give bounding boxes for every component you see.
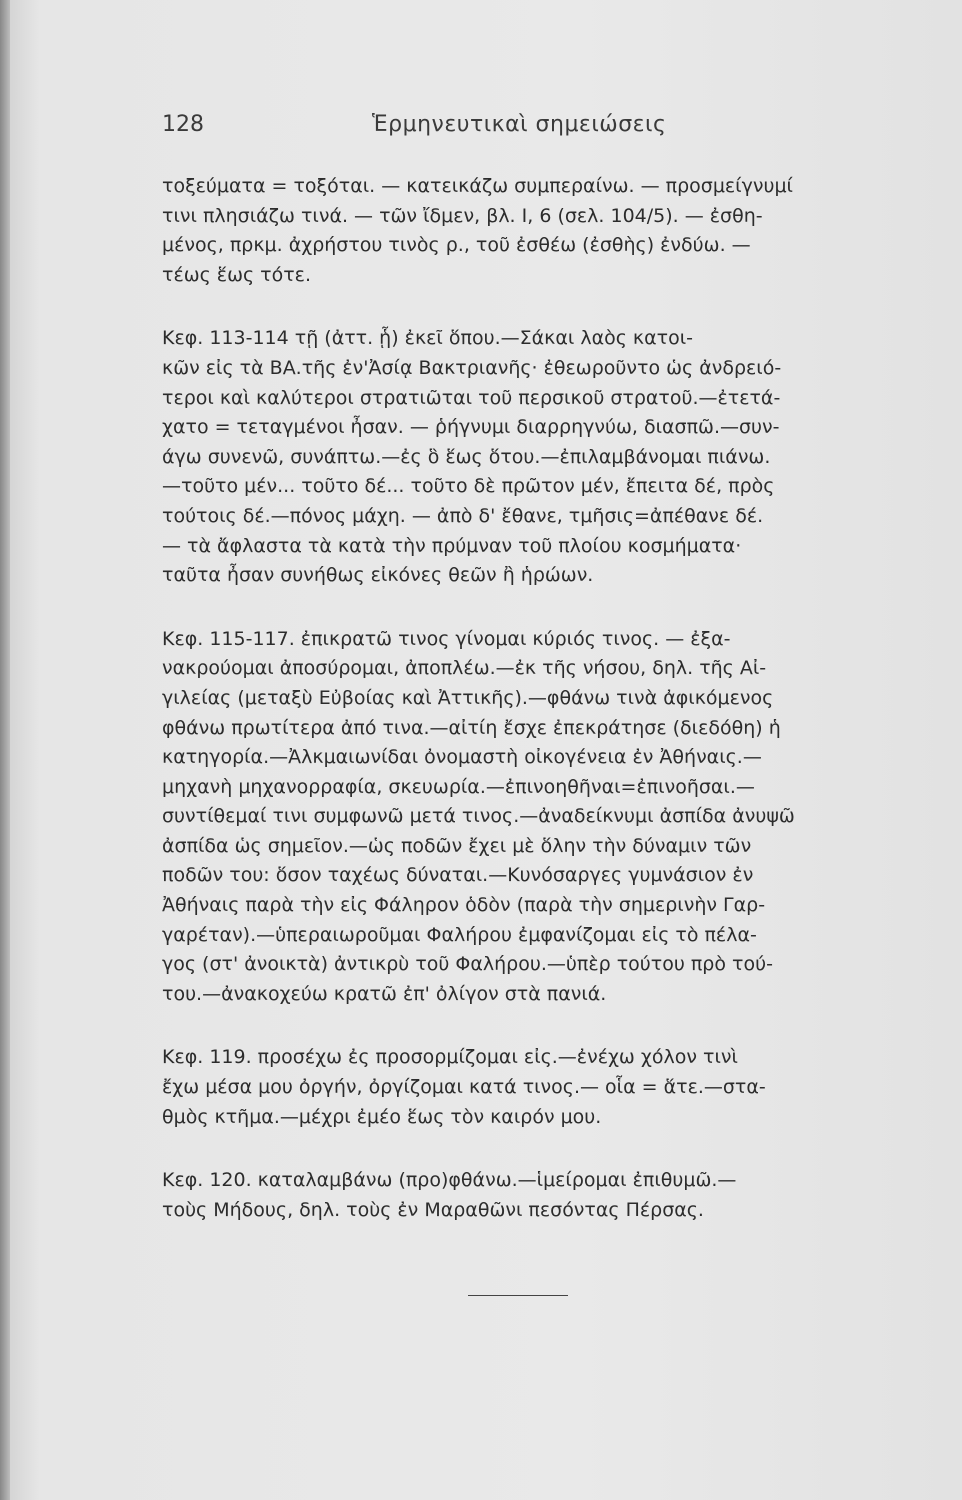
- text-line: μένος, πρκμ. ἀχρήστου τινὸς ρ., τοῦ ἐσθέω (ἐσθὴς) ἐνδύω. —: [162, 234, 751, 257]
- text-line: γιλείας (μεταξὺ Εὐβοίας καὶ Ἀττικῆς).—φθάνω τινὰ ἀφικόμενος: [162, 686, 774, 709]
- text-line: χατο = τεταγμένοι ἦσαν. — ῥήγνυμι διαρρηγνύω, διασπῶ.—συν-: [162, 416, 780, 439]
- page-header: [162, 112, 922, 148]
- paragraph-chapter-120: [162, 1166, 918, 1225]
- text-line: κῶν εἰς τὰ ΒΑ.τῆς ἐν'Ἀσίᾳ Βακτριανῆς· ἐθεωροῦντο ὡς ἀνδρειό-: [162, 356, 782, 379]
- text-line: συντίθεμαί τινι συμφωνῶ μετά τινος.—ἀναδείκνυμι ἀσπίδα ἀνυψῶ: [162, 805, 795, 828]
- end-rule: [468, 1295, 568, 1296]
- paragraph-chapter-115-117: [162, 625, 918, 1010]
- paragraph-chapter-119: [162, 1043, 918, 1132]
- text-line: τοὺς Μήδους, δηλ. τοὺς ἐν Μαραθῶνι πεσόντας Πέρσας.: [162, 1198, 704, 1221]
- text-line: γος (στ' ἀνοικτὰ) ἀντικρὺ τοῦ Φαλήρου.—ὑπὲρ τούτου πρὸ τού-: [162, 953, 773, 976]
- text-line: Κεφ. 119. προσέχω ἐς προσορμίζομαι εἰς.—ἐνέχω χόλον τινὶ: [162, 1046, 738, 1069]
- text-line: άγω συνενῶ, συνάπτω.—ἐς ὃ ἕως ὅτου.—ἐπιλαμβάνομαι πιάνω.: [162, 445, 771, 468]
- text-line: Κεφ. 115-117. ἐπικρατῶ τινος γίνομαι κύριός τινος. — ἐξα-: [162, 627, 731, 650]
- text-line: ποδῶν του: ὅσον ταχέως δύναται.—Κυνόσαργες γυμνάσιον ἐν: [162, 864, 754, 887]
- text-line: τεροι καὶ καλύτεροι στρατιῶται τοῦ περσικοῦ στρατοῦ.—ἐτετά-: [162, 386, 781, 409]
- text-line: τούτοις δέ.—πόνος μάχη. — ἀπὸ δ' ἔθανε, τμῆσις=ἀπέθανε δέ.: [162, 504, 764, 527]
- text-line: Ἀθήναις παρὰ τὴν εἰς Φάληρον ὁδὸν (παρὰ τὴν σημερινὴν Γαρ-: [162, 894, 766, 917]
- page-spine-shadow: [0, 0, 10, 1500]
- text-line: μηχανὴ μηχανορραφία, σκευωρία.—ἐπινοηθῆναι=ἐπινοῆσαι.—: [162, 775, 755, 798]
- running-title: Ἑρμηνευτικαὶ σημειώσεις: [372, 112, 667, 137]
- text-line: Κεφ. 120. καταλαμβάνω (προ)φθάνω.—ἱμείρομαι ἐπιθυμῶ.—: [162, 1169, 737, 1192]
- text-line: —τοῦτο μέν... τοῦτο δέ... τοῦτο δὲ πρῶτον μέν, ἔπειτα δέ, πρὸς: [162, 475, 775, 498]
- text-line: φθάνω πρωτίτερα ἀπό τινα.—αἰτίη ἔσχε ἐπεκράτησε (διεδόθη) ἡ: [162, 716, 781, 739]
- text-line: — τὰ ἄφλαστα τὰ κατὰ τὴν πρύμναν τοῦ πλοίου κοσμήματα·: [162, 534, 742, 557]
- text-line: του.—ἀνακοχεύω κρατῶ ἐπ' ὀλίγον στὰ πανιά.: [162, 982, 607, 1005]
- text-line: ἀσπίδα ὡς σημεῖον.—ὡς ποδῶν ἔχει μὲ ὅλην τὴν δύναμιν τῶν: [162, 834, 752, 857]
- page-number: 128: [162, 112, 204, 137]
- page-body: [162, 172, 918, 1259]
- text-line: τοξεύματα = τοξόται. — κατεικάζω συμπεραίνω. — προσμείγνυμί: [162, 175, 793, 197]
- text-line: θμὸς κτῆμα.—μέχρι ἐμέο ἕως τὸν καιρόν μου.: [162, 1105, 602, 1128]
- paragraph-chapter-113-114: [162, 324, 918, 590]
- text-line: νακρούομαι ἀποσύρομαι, ἀποπλέω.—ἐκ τῆς νήσου, δηλ. τῆς Αἰ-: [162, 657, 767, 680]
- text-line: ἔχω μέσα μου ὀργήν, ὀργίζομαι κατά τινος.— οἷα = ἅτε.—στα-: [162, 1076, 766, 1099]
- text-line: τινι πλησιάζω τινά. — τῶν ἴδμεν, βλ. I, 6 (σελ. 104/5). — ἐσθη-: [162, 204, 763, 227]
- text-line: τέως ἕως τότε.: [162, 263, 311, 286]
- text-line: γαρέταν).—ὑπεραιωροῦμαι Φαλήρου ἐμφανίζομαι εἰς τὸ πέλα-: [162, 923, 757, 946]
- text-line: ταῦτα ἦσαν συνήθως εἰκόνες θεῶν ἢ ἡρώων.: [162, 564, 594, 587]
- text-line: κατηγορία.—Ἀλκμαιωνίδαι ὀνομαστὴ οἰκογένεια ἐν Ἀθήναις.—: [162, 746, 762, 769]
- paragraph-intro: [162, 172, 918, 290]
- text-line: Κεφ. 113-114 τῇ (ἀττ. ᾗ) ἐκεῖ ὅπου.—Σάκαι λαὸς κατοι-: [162, 327, 693, 350]
